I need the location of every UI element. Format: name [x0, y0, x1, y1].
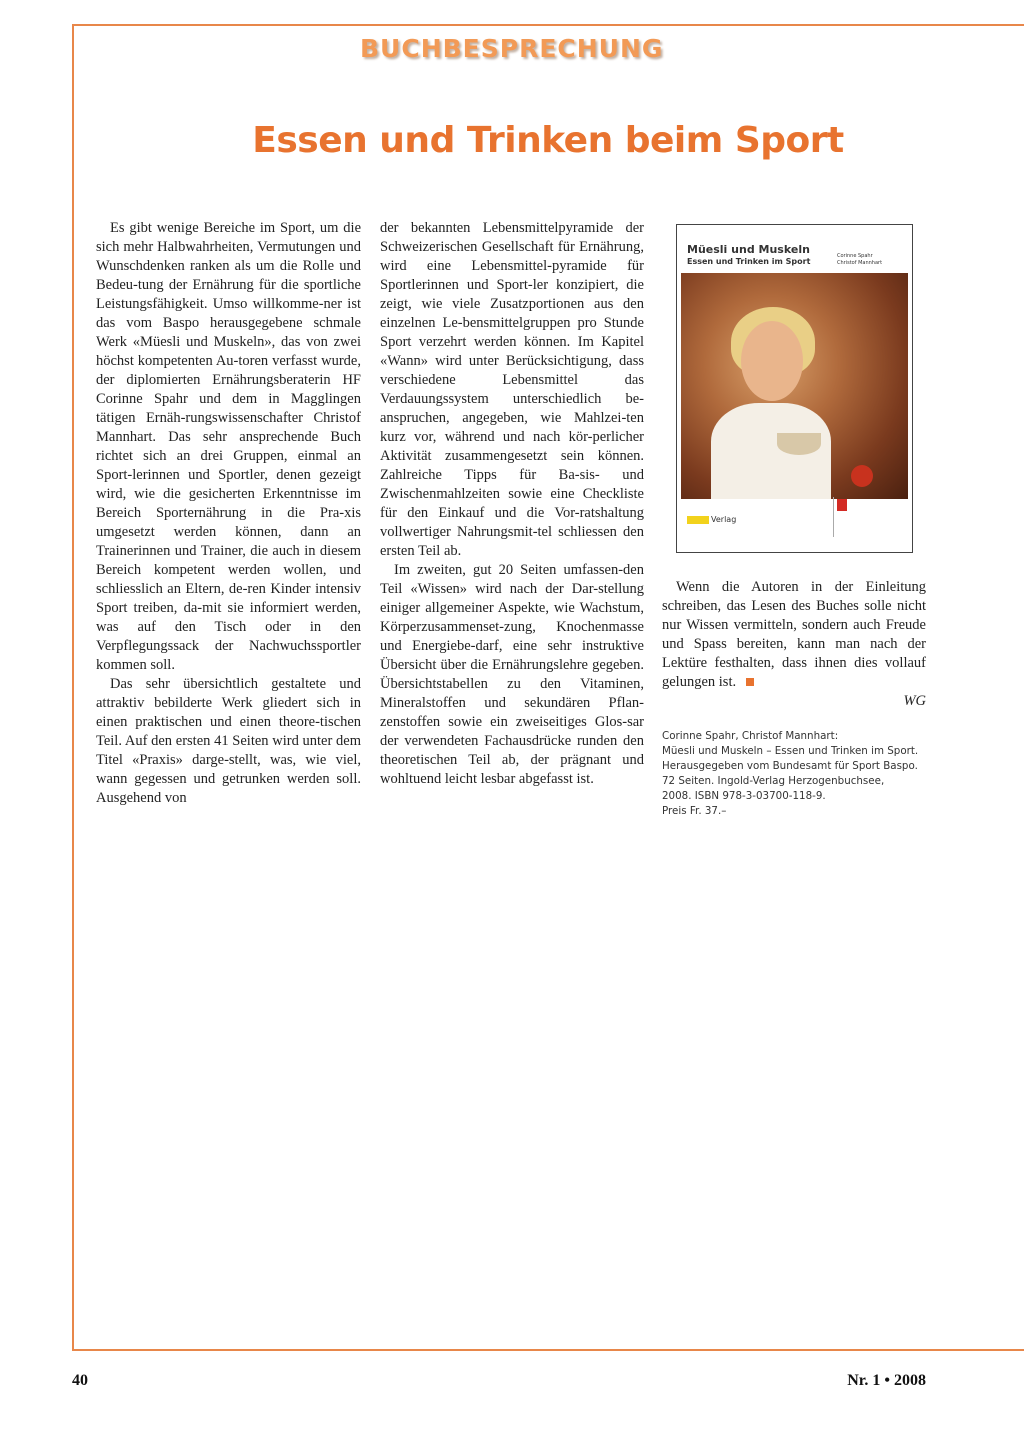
swiss-emblem-icon [837, 499, 847, 511]
text-column-2 [380, 219, 644, 789]
cover-publisher-label: Verlag [711, 515, 737, 524]
credits-pages: 72 Seiten. Ingold-Verlag Herzogenbuchsee, [662, 775, 885, 787]
column1-paragraph-2: Das sehr übersichtlich gestaltete und attraktiv bebilderte Werk gliedert sich in einen praktischen und einen theore-tischen Teil. Auf den ersten 41 Seiten wird unter dem Titel «Praxis» darge-stellt, was, wie viel, wann gegessen und getrunken werden soll. Ausgehend von [96, 676, 361, 806]
cover-photo [681, 273, 908, 499]
column3-paragraph-text: Wenn die Autoren in der Einleitung schreiben, das Lesen des Buches solle nicht nur Wissen vermitteln, sondern auch Freude und Spass bereiten, kann man nach der Lektüre festhalten, dass ihnen dies vollauf gelungen ist. [662, 579, 926, 690]
credits-publisher: Herausgegeben vom Bundesamt für Sport Baspo. [662, 760, 918, 772]
column2-paragraph-1: der bekannten Lebensmittelpyramide der Schweizerischen Gesellschaft für Ernährung, wird eine Lebensmittel-pyramide für Sportlerinnen und Sport-ler konzipiert, die zeigt, wie viele Zusatzportionen aus den einzelnen Le-bensmittelgruppen pro Stunde Sport verzehrt werden können. Im Kapitel «Wann» wird unter Berücksichtigung, dass verschiedene Lebensmittel das Verdauungssystem unterschiedlich be-anspruchen, angegeben, wie Mahlzei-ten kurz vor, während und nach kör-perlicher Aktivität zusammengesetzt sein können. Zahlreiche Tipps für Ba-sis- und Zwischenmahlzeiten sowie eine Checkliste für den Einkauf und die Vor-ratshaltung vollwertiger Nahrungsmit-tel schliessen den ersten Teil ab. [380, 220, 644, 559]
article-headline: Essen und Trinken beim Sport [252, 120, 844, 161]
column3-paragraph-1 [662, 578, 926, 692]
book-credits [662, 729, 926, 819]
cover-divider [833, 497, 834, 537]
cover-photo-face [741, 321, 803, 401]
column1-paragraph-1: Es gibt wenige Bereiche im Sport, um die sich mehr Halbwahrheiten, Vermutungen und Wunschdenken ranken als um die Rolle und Bedeu-tung der Ernährung für die sportliche Leistungsfähigkeit. Umso willkomme-ner ist das vom Baspo herausgegebene schmale Werk «Müesli und Muskeln», das von zwei höchst kompetenten Au-toren verfasst wurde, der diplomierten Ernährungsberaterin HF Corinne Spahr und dem in Magglingen tätigen Ernäh-rungswissenschafter Christof Mannhart. Das sehr ansprechende Buch richtet sich an drei Gruppen, einmal an Sport-lerinnen und Sportler, denen gezeigt wird, wie die gesicherten Erkenntnisse im Bereich Sporternährung in die Pra-xis umgesetzt werden können, dann an Trainerinnen und Trainer, die auch in diesem Bereich kompetent werden wollen, und schliesslich an Eltern, de-ren Kinder intensiv Sport treiben, da-mit sie informiert werden, was auf den Tisch oder in den Verpflegungssack der Nachwuchssportler kommen soll. [96, 220, 361, 673]
credits-authors: Corinne Spahr, Christof Mannhart: [662, 730, 839, 742]
cover-subtitle: Essen und Trinken im Sport [687, 257, 811, 266]
cover-photo-bowl [777, 433, 821, 455]
page-number: 40 [72, 1372, 88, 1389]
section-label: BUCHBESPRECHUNG [360, 34, 664, 63]
credits-isbn: 2008. ISBN 978-3-03700-118-9. [662, 790, 826, 802]
publisher-logo-box [687, 516, 709, 524]
book-cover-inner [681, 229, 908, 548]
author-signature: WG [903, 693, 926, 709]
text-column-3 [662, 578, 926, 711]
cover-photo-apple [851, 465, 873, 487]
text-column-1 [96, 219, 361, 808]
cover-author-2: Christof Mannhart [837, 260, 883, 266]
issue-label: Nr. 1 • 2008 [847, 1372, 926, 1389]
end-mark-icon [746, 678, 754, 686]
credits-title: Müesli und Muskeln – Essen und Trinken im Sport. [662, 745, 919, 757]
cover-publisher [687, 515, 736, 524]
cover-author-1: Corinne Spahr [837, 253, 873, 259]
cover-title: Müesli und Muskeln [687, 243, 810, 256]
cover-authors [837, 253, 882, 267]
column2-paragraph-2: Im zweiten, gut 20 Seiten umfassen-den Teil «Wissen» wird nach der Dar-stellung einiger allgemeiner Aspekte, wie Wachstum, Körperzusammenset-zung, Knochenmasse und Energiebe-darf, eine sehr instruktive Übersicht über die Ernährungslehre gegeben. Übersichtstabellen zu den Vitaminen, Mineralstoffen und sekundären Pflan-zenstoffen sowie ein zweiseitiges Glos-sar der verwendeten Fachausdrücke runden den theoretischen Teil ab, der prägnant und wohltuend leicht lesbar abgefasst ist. [380, 562, 644, 787]
book-cover-image [676, 224, 913, 553]
credits-price: Preis Fr. 37.– [662, 805, 727, 817]
